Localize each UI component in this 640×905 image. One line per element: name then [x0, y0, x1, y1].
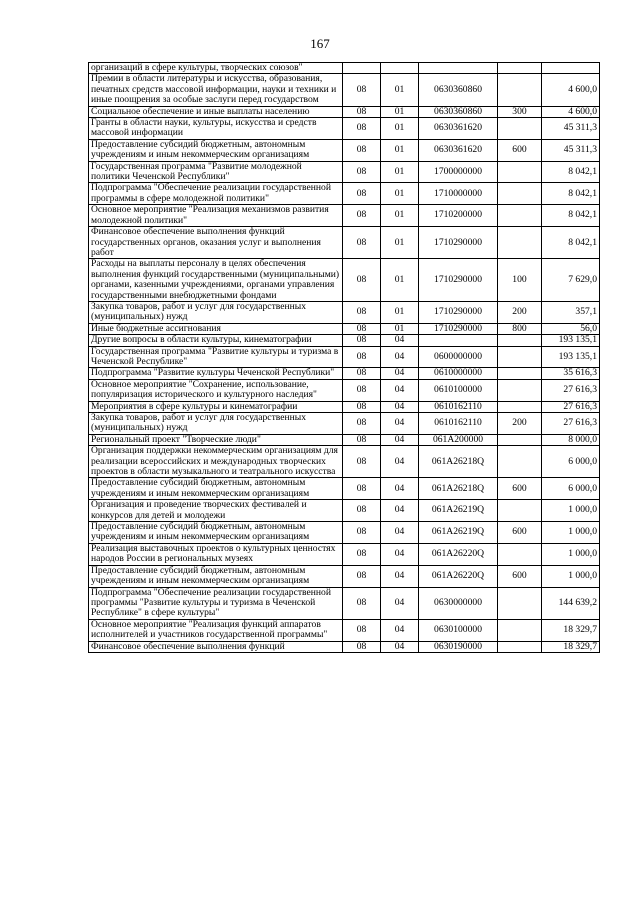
row-target-article-cell: 0610000000 — [419, 368, 498, 379]
row-name-cell: Предоставление субсидий бюджетным, автономным учреждениям и иным некоммерческим организациям — [89, 522, 343, 544]
table-row — [89, 619, 600, 641]
row-name-cell: Предоставление субсидий бюджетным, автономным учреждениям и иным некоммерческим организациям — [89, 478, 343, 500]
row-amount-cell: 357,1 — [542, 301, 600, 323]
row-subsection-cell: 04 — [381, 619, 419, 641]
table-row — [89, 74, 600, 106]
row-target-article-cell: 0630190000 — [419, 641, 498, 652]
table-row — [89, 434, 600, 445]
row-section-cell: 08 — [343, 434, 381, 445]
row-expense-type-cell — [498, 227, 542, 259]
row-subsection-cell: 04 — [381, 401, 419, 412]
row-section-cell: 08 — [343, 413, 381, 435]
row-section-cell: 08 — [343, 106, 381, 117]
table-row — [89, 63, 600, 74]
row-section-cell: 08 — [343, 565, 381, 587]
row-name-cell: Другие вопросы в области культуры, кинематографии — [89, 335, 343, 346]
table-row — [89, 118, 600, 140]
row-amount-cell: 18 329,7 — [542, 641, 600, 652]
row-expense-type-cell — [498, 183, 542, 205]
row-section-cell: 08 — [343, 74, 381, 106]
row-target-article-cell — [419, 335, 498, 346]
table-row — [89, 205, 600, 227]
table-row — [89, 413, 600, 435]
row-expense-type-cell — [498, 500, 542, 522]
row-name-cell: Предоставление субсидий бюджетным, автономным учреждениям и иным некоммерческим организациям — [89, 139, 343, 161]
row-expense-type-cell — [498, 205, 542, 227]
table-row — [89, 379, 600, 401]
row-name-cell: Мероприятия в сфере культуры и кинематографии — [89, 401, 343, 412]
row-subsection-cell: 04 — [381, 368, 419, 379]
row-amount-cell: 8 042,1 — [542, 161, 600, 183]
row-subsection-cell: 04 — [381, 346, 419, 368]
row-section-cell: 08 — [343, 379, 381, 401]
row-subsection-cell: 01 — [381, 323, 419, 334]
row-amount-cell: 27 616,3 — [542, 413, 600, 435]
row-section-cell: 08 — [343, 323, 381, 334]
row-target-article-cell: 0600000000 — [419, 346, 498, 368]
row-section-cell: 08 — [343, 346, 381, 368]
row-expense-type-cell — [498, 346, 542, 368]
table-row — [89, 346, 600, 368]
row-target-article-cell: 061A200000 — [419, 434, 498, 445]
row-section-cell: 08 — [343, 139, 381, 161]
row-subsection-cell: 01 — [381, 259, 419, 302]
row-name-cell: Региональный проект "Творческие люди" — [89, 434, 343, 445]
row-name-cell: Подпрограмма "Развитие культуры Чеченской Республики" — [89, 368, 343, 379]
row-name-cell: Основное мероприятие "Сохранение, использование, популяризация исторического и культурного наследия" — [89, 379, 343, 401]
row-subsection-cell: 04 — [381, 379, 419, 401]
row-expense-type-cell — [498, 587, 542, 619]
row-subsection-cell: 01 — [381, 205, 419, 227]
row-amount-cell: 8 042,1 — [542, 227, 600, 259]
table-row — [89, 478, 600, 500]
row-target-article-cell — [419, 63, 498, 74]
row-target-article-cell: 1710290000 — [419, 259, 498, 302]
row-amount-cell — [542, 63, 600, 74]
row-target-article-cell: 1710200000 — [419, 205, 498, 227]
row-amount-cell: 27 616,3 — [542, 379, 600, 401]
row-name-cell: организаций в сфере культуры, творческих союзов" — [89, 63, 343, 74]
table-row — [89, 500, 600, 522]
row-section-cell: 08 — [343, 161, 381, 183]
row-amount-cell: 4 600,0 — [542, 74, 600, 106]
row-amount-cell: 1 000,0 — [542, 565, 600, 587]
row-expense-type-cell: 800 — [498, 323, 542, 334]
row-expense-type-cell — [498, 401, 542, 412]
row-target-article-cell: 0630360860 — [419, 74, 498, 106]
row-expense-type-cell — [498, 368, 542, 379]
row-expense-type-cell — [498, 446, 542, 478]
row-target-article-cell: 1700000000 — [419, 161, 498, 183]
row-amount-cell: 27 616,3 — [542, 401, 600, 412]
table-row — [89, 227, 600, 259]
row-expense-type-cell — [498, 118, 542, 140]
row-amount-cell: 4 600,0 — [542, 106, 600, 117]
row-section-cell: 08 — [343, 183, 381, 205]
row-amount-cell: 193 135,1 — [542, 335, 600, 346]
row-section-cell: 08 — [343, 587, 381, 619]
row-section-cell: 08 — [343, 619, 381, 641]
row-expense-type-cell — [498, 379, 542, 401]
row-name-cell: Основное мероприятие "Реализация механизмов развития молодежной политики" — [89, 205, 343, 227]
table-row — [89, 323, 600, 334]
row-amount-cell: 6 000,0 — [542, 478, 600, 500]
row-subsection-cell: 04 — [381, 522, 419, 544]
row-target-article-cell: 0630361620 — [419, 118, 498, 140]
row-subsection-cell: 04 — [381, 413, 419, 435]
row-amount-cell: 35 616,3 — [542, 368, 600, 379]
row-amount-cell: 45 311,3 — [542, 139, 600, 161]
row-expense-type-cell — [498, 641, 542, 652]
row-section-cell: 08 — [343, 478, 381, 500]
row-target-article-cell: 0610100000 — [419, 379, 498, 401]
row-target-article-cell: 0630361620 — [419, 139, 498, 161]
row-subsection-cell: 04 — [381, 500, 419, 522]
row-subsection-cell: 01 — [381, 74, 419, 106]
row-subsection-cell: 04 — [381, 335, 419, 346]
row-amount-cell: 144 639,2 — [542, 587, 600, 619]
table-row — [89, 543, 600, 565]
row-section-cell: 08 — [343, 301, 381, 323]
row-target-article-cell: 061A26220Q — [419, 565, 498, 587]
row-name-cell: Реализация выставочных проектов о культурных ценностях народов России в региональных музеях — [89, 543, 343, 565]
row-target-article-cell: 0630100000 — [419, 619, 498, 641]
row-amount-cell: 1 000,0 — [542, 543, 600, 565]
row-amount-cell: 6 000,0 — [542, 446, 600, 478]
row-amount-cell: 8 042,1 — [542, 183, 600, 205]
row-section-cell: 08 — [343, 227, 381, 259]
row-amount-cell: 8 042,1 — [542, 205, 600, 227]
table-row — [89, 565, 600, 587]
row-name-cell: Финансовое обеспечение выполнения функций государственных органов, оказания услуг и выполнения работ — [89, 227, 343, 259]
row-name-cell: Предоставление субсидий бюджетным, автономным учреждениям и иным некоммерческим организациям — [89, 565, 343, 587]
row-expense-type-cell: 200 — [498, 413, 542, 435]
table-row — [89, 139, 600, 161]
row-target-article-cell: 0630000000 — [419, 587, 498, 619]
row-expense-type-cell — [498, 335, 542, 346]
table-row — [89, 522, 600, 544]
table-row — [89, 641, 600, 652]
table-row — [89, 183, 600, 205]
row-target-article-cell: 0630360860 — [419, 106, 498, 117]
row-target-article-cell: 061A26219Q — [419, 522, 498, 544]
row-amount-cell: 56,0 — [542, 323, 600, 334]
row-section-cell: 08 — [343, 335, 381, 346]
row-subsection-cell: 04 — [381, 478, 419, 500]
row-amount-cell: 8 000,0 — [542, 434, 600, 445]
row-subsection-cell: 01 — [381, 161, 419, 183]
row-target-article-cell: 061A26220Q — [419, 543, 498, 565]
row-target-article-cell: 1710000000 — [419, 183, 498, 205]
row-target-article-cell: 0610162110 — [419, 401, 498, 412]
row-name-cell: Государственная программа "Развитие культуры и туризма в Чеченской Республике" — [89, 346, 343, 368]
table-row — [89, 368, 600, 379]
table-row — [89, 587, 600, 619]
table-row — [89, 335, 600, 346]
row-amount-cell: 1 000,0 — [542, 500, 600, 522]
row-subsection-cell: 04 — [381, 434, 419, 445]
table-row — [89, 301, 600, 323]
table-row — [89, 161, 600, 183]
row-target-article-cell: 1710290000 — [419, 301, 498, 323]
row-expense-type-cell — [498, 434, 542, 445]
row-section-cell: 08 — [343, 368, 381, 379]
row-expense-type-cell: 300 — [498, 106, 542, 117]
row-name-cell: Финансовое обеспечение выполнения функций — [89, 641, 343, 652]
row-expense-type-cell — [498, 161, 542, 183]
row-section-cell: 08 — [343, 641, 381, 652]
row-subsection-cell: 01 — [381, 227, 419, 259]
table-row — [89, 446, 600, 478]
row-target-article-cell: 061A26218Q — [419, 446, 498, 478]
row-section-cell: 08 — [343, 522, 381, 544]
row-expense-type-cell: 600 — [498, 522, 542, 544]
row-expense-type-cell: 200 — [498, 301, 542, 323]
row-name-cell: Гранты в области науки, культуры, искусства и средств массовой информации — [89, 118, 343, 140]
row-expense-type-cell — [498, 543, 542, 565]
row-name-cell: Основное мероприятие "Реализация функций аппаратов исполнителей и участников государственной программы" — [89, 619, 343, 641]
row-subsection-cell: 04 — [381, 543, 419, 565]
row-name-cell: Закупка товаров, работ и услуг для государственных (муниципальных) нужд — [89, 413, 343, 435]
table-row — [89, 106, 600, 117]
row-section-cell: 08 — [343, 446, 381, 478]
page-number: 167 — [310, 36, 330, 51]
row-section-cell: 08 — [343, 500, 381, 522]
row-name-cell: Иные бюджетные ассигнования — [89, 323, 343, 334]
row-name-cell: Социальное обеспечение и иные выплаты населению — [89, 106, 343, 117]
row-subsection-cell: 01 — [381, 106, 419, 117]
row-section-cell: 08 — [343, 543, 381, 565]
row-target-article-cell: 1710290000 — [419, 227, 498, 259]
row-section-cell: 08 — [343, 205, 381, 227]
row-subsection-cell: 01 — [381, 183, 419, 205]
row-subsection-cell: 01 — [381, 301, 419, 323]
row-subsection-cell — [381, 63, 419, 74]
row-expense-type-cell — [498, 74, 542, 106]
row-name-cell: Расходы на выплаты персоналу в целях обеспечения выполнения функций государственными (муниципальными) органами, казенными учреждениями, органами управления государственными внебюджетными фондами — [89, 259, 343, 302]
row-name-cell: Организация и проведение творческих фестивалей и конкурсов для детей и молодежи — [89, 500, 343, 522]
row-expense-type-cell: 600 — [498, 565, 542, 587]
budget-table — [88, 62, 600, 653]
row-subsection-cell: 01 — [381, 139, 419, 161]
budget-table-body — [89, 63, 600, 653]
row-name-cell: Государственная программа "Развитие молодежной политики Чеченской Республики" — [89, 161, 343, 183]
row-amount-cell: 7 629,0 — [542, 259, 600, 302]
row-name-cell: Подпрограмма "Обеспечение реализации государственной программы "Развитие культуры и туризма в Чеченской Республике" в сфере культуры" — [89, 587, 343, 619]
row-name-cell: Подпрограмма "Обеспечение реализации государственной программы в сфере молодежной политики" — [89, 183, 343, 205]
row-expense-type-cell — [498, 619, 542, 641]
row-target-article-cell: 061A26218Q — [419, 478, 498, 500]
row-section-cell: 08 — [343, 118, 381, 140]
row-target-article-cell: 061A26219Q — [419, 500, 498, 522]
row-name-cell: Премии в области литературы и искусства, образования, печатных средств массовой информации, науки и техники и иные поощрения за особые заслуги перед государством — [89, 74, 343, 106]
row-target-article-cell: 1710290000 — [419, 323, 498, 334]
row-subsection-cell: 04 — [381, 565, 419, 587]
row-amount-cell: 18 329,7 — [542, 619, 600, 641]
row-amount-cell: 193 135,1 — [542, 346, 600, 368]
row-expense-type-cell — [498, 63, 542, 74]
row-subsection-cell: 04 — [381, 446, 419, 478]
row-target-article-cell: 0610162110 — [419, 413, 498, 435]
row-section-cell — [343, 63, 381, 74]
table-row — [89, 401, 600, 412]
row-amount-cell: 1 000,0 — [542, 522, 600, 544]
row-name-cell: Закупка товаров, работ и услуг для государственных (муниципальных) нужд — [89, 301, 343, 323]
row-expense-type-cell: 600 — [498, 478, 542, 500]
row-amount-cell: 45 311,3 — [542, 118, 600, 140]
row-expense-type-cell: 100 — [498, 259, 542, 302]
row-name-cell: Организация поддержки некоммерческим организациям для реализации всероссийских и международных творческих проектов в области музыкального и театрального искусства — [89, 446, 343, 478]
row-subsection-cell: 04 — [381, 587, 419, 619]
row-section-cell: 08 — [343, 401, 381, 412]
row-subsection-cell: 01 — [381, 118, 419, 140]
row-section-cell: 08 — [343, 259, 381, 302]
table-row — [89, 259, 600, 302]
row-subsection-cell: 04 — [381, 641, 419, 652]
row-expense-type-cell: 600 — [498, 139, 542, 161]
